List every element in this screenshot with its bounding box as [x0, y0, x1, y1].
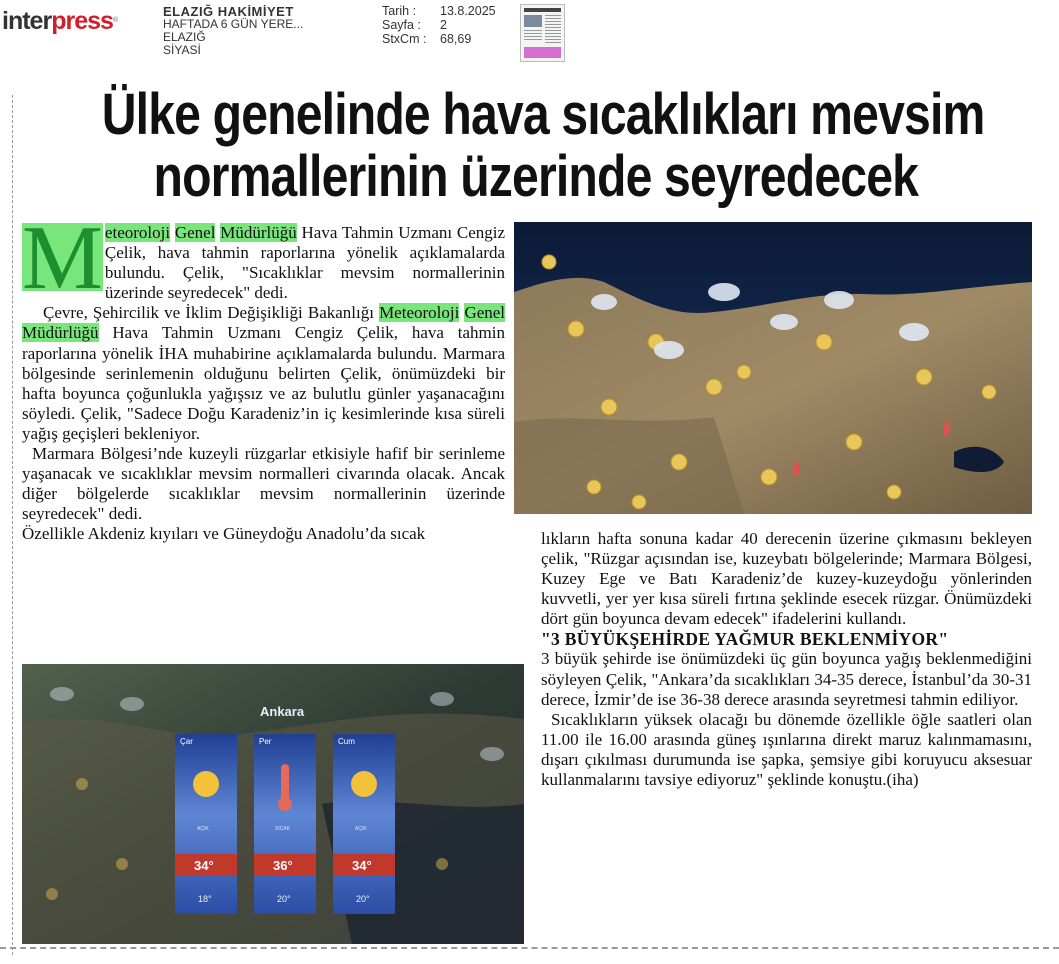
- forecast-low-1: 18°: [198, 894, 212, 904]
- paragraph-4-continued: lıkların hafta sonuna kadar 40 derecenin üzerine çıkmasını bekleyen çelik, "Rüzgar açısından ise, kuzeybatı bölgelerinde; Marmara Bölgesi, Kuzey Ege ve Batı Karadeniz’de kuzey-kuzeydoğu yönlerinden kuvvetli, yer yer kısa süreli fırtına şeklinde esecek rüzgar. Önümüzdeki dört gün boyunca devam edecek" ifadelerini kullandı.: [541, 529, 1032, 629]
- drop-cap: M: [22, 207, 103, 308]
- forecast-state-2: SICAK: [275, 826, 291, 832]
- forecast-state-3: AÇIK: [355, 826, 367, 832]
- article-headline: [101, 82, 985, 209]
- publication-section: SİYASİ: [163, 43, 201, 57]
- paragraph-5: 3 büyük şehirde ise önümüzdeki üç gün boyunca yağış beklenmediğini söyleyen Çelik, "Ankara’da sıcaklıkları 34-35 derece, İstanbul’da 30-31 derece, İzmir’de ise 36-38 derece arasında seyretmesi tahmin ediliyor.: [541, 649, 1032, 709]
- paragraph-3: Marmara Bölgesi’nde kuzeyli rüzgarlar etkisiyle hafif bir serinleme yaşanacak ve sıcaklıklar mevsim normalleri civarında olacak. Ancak diğer bölgelerde sıcaklıklar mevsim normallerinin üzerinde seyredecek" dedi.: [22, 444, 505, 524]
- forecast-high-2: 36°: [273, 858, 293, 873]
- paragraph-2: Çevre, Şehircilik ve İklim Değişikliği Bakanlığı Meteoroloji Genel Müdürlüğü Hava Tahmin Uzmanı Cengiz Çelik, hava tahmin raporlarına yönelik İHA muhabirine açıklamalarda bulundu. Marmara bölgesinde serinlemenin olduğunu belirten Çelik, önümüzdeki bir hafta boyunca çoğunlukla yağışsız ve az bulutlu günler yaşanacağını söyledi. Çelik, "Sadece Doğu Karadeniz’in iç kesimlerinde kısa süreli yağış geçişleri bekleniyor.: [22, 303, 506, 443]
- paragraph-4: Özellikle Akdeniz kıyıları ve Güneydoğu Anadolu’da sıcak: [22, 524, 426, 544]
- page-thumbnail[interactable]: [520, 4, 565, 62]
- clipping-meta: [382, 4, 496, 46]
- forecast-city: Ankara: [260, 704, 305, 719]
- paragraph-1: M eteoroloji Genel Müdürlüğü Hava Tahmin Uzmanı Cengiz Çelik, hava tahmin raporlarına yönelik açıklamalarda bulundu. Çelik, "Sıcaklıklar mevsim normallerinin üzerinde seyredecek" dedi.: [22, 207, 506, 308]
- forecast-card-2: [254, 734, 316, 914]
- forecast-state-1: AÇIK: [197, 826, 209, 832]
- article-column-right: [541, 529, 1032, 790]
- left-margin-rule: [12, 95, 13, 955]
- forecast-low-2: 20°: [277, 894, 291, 904]
- meta-stxcm: StxCm : 68,69: [382, 32, 472, 46]
- ankara-forecast-photo: [22, 664, 524, 944]
- meta-date: Tarih : 13.8.2025: [382, 4, 496, 18]
- forecast-card-1: [175, 734, 237, 914]
- ankara-forecast-graphic: [22, 664, 524, 944]
- bottom-cut-rule: [0, 947, 1059, 949]
- forecast-day-2: Per: [259, 737, 272, 746]
- forecast-high-1: 34°: [194, 858, 214, 873]
- forecast-day-1: Çar: [180, 737, 193, 746]
- interpress-logo: interpress®: [2, 7, 118, 35]
- publication-frequency: HAFTADA 6 GÜN YERE...: [163, 17, 304, 31]
- publication-name: ELAZIĞ HAKİMİYET: [163, 4, 294, 19]
- paragraph-6: Sıcaklıkların yüksek olacağı bu dönemde özellikle öğle saatleri olan 11.00 ile 16.00 arasında güneş ışınlarına direkt maruz kalınmamasını, dışarı çıkılması durumunda ise şapka, şemsiye gibi koruyucu aksesuar kullanmalarını tavsiye ediyoruz" şeklinde konuştu.(iha): [541, 709, 1032, 790]
- publication-city: ELAZIĞ: [163, 30, 206, 44]
- forecast-low-3: 20°: [356, 894, 370, 904]
- turkey-weather-map: [514, 222, 1032, 514]
- publication-info: [163, 5, 303, 57]
- headline-line-2: normallerinin üzerinde seyredecek: [153, 144, 919, 209]
- article-column-left: [22, 207, 506, 545]
- registered-mark: ®: [112, 17, 118, 24]
- meta-page: Sayfa : 2: [382, 18, 447, 32]
- forecast-high-3: 34°: [352, 858, 372, 873]
- subheading: "3 BÜYÜKŞEHİRDE YAĞMUR BEKLENMİYOR": [541, 629, 949, 650]
- weather-map-photo: [514, 222, 1032, 514]
- headline-line-1: Ülke genelinde hava sıcaklıkları mevsim: [101, 82, 985, 147]
- forecast-day-3: Cum: [338, 737, 355, 746]
- forecast-card-3: [333, 734, 395, 914]
